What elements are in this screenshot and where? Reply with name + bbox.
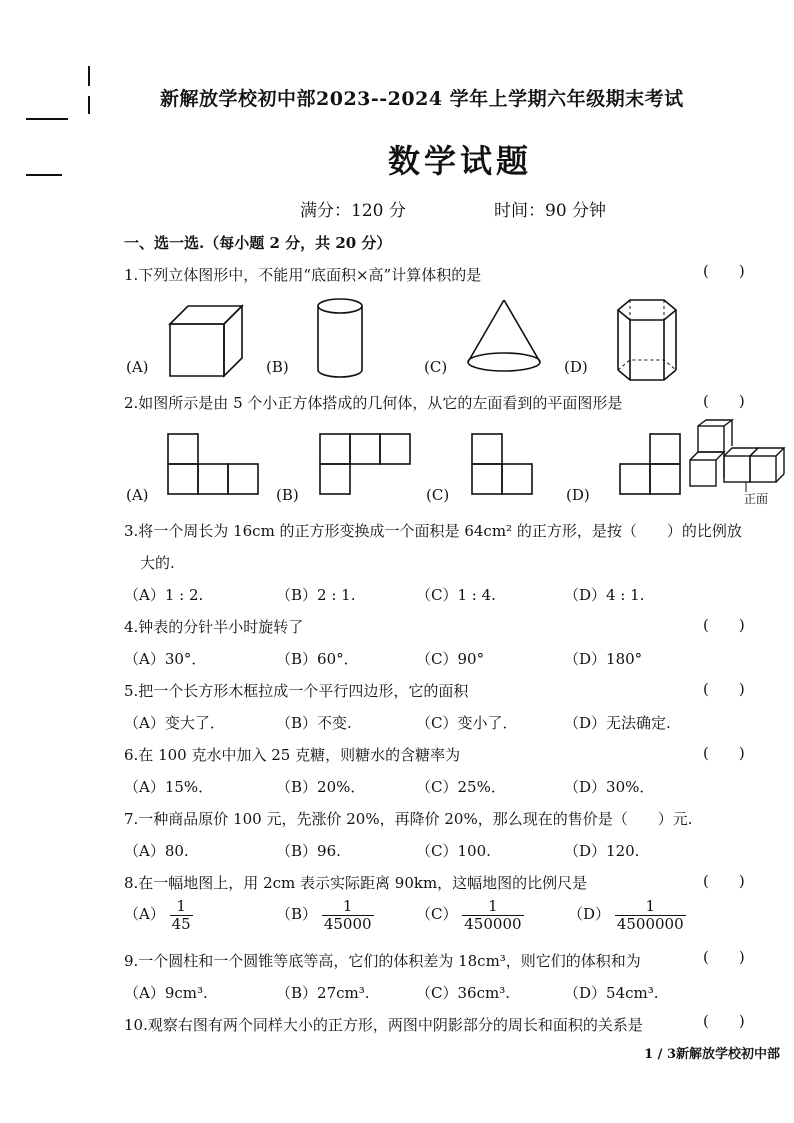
option-c: （C）90° (416, 650, 485, 668)
option-c: （C）变小了． (416, 714, 518, 732)
option-a: （A）变大了． (124, 714, 225, 732)
answer-blank[interactable]: ( ) (703, 872, 745, 890)
option-d: （D）4 : 1. (564, 586, 645, 604)
option-label: （D） (568, 905, 611, 923)
option-c (416, 898, 524, 932)
view-d-figure (618, 432, 688, 500)
option-a: （A）30°． (124, 650, 207, 668)
binding-line (26, 174, 62, 176)
answer-blank[interactable]: ( ) (703, 616, 745, 634)
hexagonal-prism-figure (608, 298, 688, 388)
question-7: 7.一种商品原价 100 元，先涨价 20%，再降价 20%，那么现在的售价是（ ）元. (124, 810, 693, 828)
option-b: （B）20%． (276, 778, 366, 796)
option-c: （C）25%． (416, 778, 506, 796)
option-a (124, 898, 193, 932)
answer-blank[interactable]: ( ) (703, 392, 745, 410)
scale-fraction (170, 898, 193, 932)
option-c: （C）36cm³. (416, 984, 510, 1002)
fraction-denominator: 45 (171, 914, 191, 933)
question-5: 5.把一个长方形木框拉成一个平行四边形，它的面积 (124, 682, 469, 700)
fraction-numerator: 1 (322, 898, 374, 916)
option-d: （D）120. (564, 842, 640, 860)
question-9: 9.一个圆柱和一个圆锥等底等高，它们的体积差为 18cm³，则它们的体积和为 (124, 952, 641, 970)
view-b-figure (318, 432, 418, 500)
option-c: （C）100. (416, 842, 491, 860)
fraction-denominator: 4500000 (616, 914, 684, 933)
score-label: 满分：120 分 (300, 201, 406, 221)
option-label: (D) (566, 486, 590, 504)
cylinder-figure (312, 296, 372, 386)
answer-blank[interactable]: ( ) (703, 744, 745, 762)
option-label: （C） (416, 905, 458, 923)
fraction-numerator: 1 (462, 898, 523, 916)
scale-fraction (615, 898, 686, 932)
binding-mark (88, 66, 90, 86)
cone-figure (462, 296, 552, 386)
option-b: （B）60°． (276, 650, 359, 668)
answer-blank[interactable]: ( ) (703, 1012, 745, 1030)
question-2: 2.如图所示是由 5 个小正方体搭成的几何体，从它的左面看到的平面图形是 (124, 394, 623, 412)
option-b: （B）2 : 1. (276, 586, 356, 604)
fraction-denominator: 45000 (323, 914, 372, 933)
option-b: （B）96. (276, 842, 341, 860)
option-d: （D）30%． (564, 778, 655, 796)
scale-fraction (462, 898, 523, 932)
binding-mark (88, 96, 90, 114)
answer-blank[interactable]: ( ) (703, 680, 745, 698)
option-label: (C) (426, 486, 450, 504)
option-label: （B） (276, 905, 318, 923)
option-d: （D）180° (564, 650, 643, 668)
fraction-denominator: 450000 (464, 914, 522, 933)
option-b (276, 898, 374, 932)
cube-figure (162, 300, 252, 384)
option-b: （B）不变. (276, 714, 352, 732)
option-d: （D）无法确定. (564, 714, 671, 732)
option-label: (C) (424, 358, 448, 376)
question-3-continued: 大的. (140, 554, 175, 572)
question-6: 6.在 100 克水中加入 25 克糖，则糖水的含糖率为 (124, 746, 461, 764)
option-d (568, 898, 686, 932)
fraction-numerator: 1 (170, 898, 193, 916)
exam-title: 新解放学校初中部2023--2024 学年上学期六年级期末考试 (160, 88, 684, 110)
front-label: 正面 (744, 492, 769, 506)
question-3: 3.将一个周长为 16cm 的正方形变换成一个面积是 64cm² 的正方形，是按（ ）的比例放 (124, 522, 742, 540)
page-footer: 1 / 3新解放学校初中部 (644, 1047, 780, 1062)
cube-stack-figure (686, 416, 790, 500)
binding-line (26, 118, 68, 120)
option-label: (D) (564, 358, 588, 376)
option-label: (B) (276, 486, 299, 504)
option-c: （C）1 : 4. (416, 586, 496, 604)
question-4: 4.钟表的分针半小时旋转了 (124, 618, 304, 636)
time-label: 时间：90 分钟 (494, 201, 607, 221)
answer-blank[interactable]: ( ) (703, 948, 745, 966)
option-b: （B）27cm³. (276, 984, 370, 1002)
view-a-figure (166, 432, 266, 500)
answer-blank[interactable]: ( ) (703, 262, 745, 280)
option-a: （A）80. (124, 842, 189, 860)
option-a: （A）9cm³. (124, 984, 208, 1002)
option-label: (A) (126, 358, 149, 376)
fraction-numerator: 1 (615, 898, 686, 916)
scale-fraction (322, 898, 374, 932)
option-d: （D）54cm³. (564, 984, 659, 1002)
option-a: （A）15%． (124, 778, 214, 796)
question-1: 1.下列立体图形中，不能用“底面积×高”计算体积的是 (124, 266, 482, 284)
option-label: (A) (126, 486, 149, 504)
option-label: （A） (124, 905, 165, 923)
option-a: （A）1 : 2. (124, 586, 204, 604)
question-10: 10.观察右图有两个同样大小的正方形，两图中阴影部分的周长和面积的关系是 (124, 1016, 643, 1034)
section-heading: 一、选一选.（每小题 2 分，共 20 分） (124, 234, 392, 252)
option-label: (B) (266, 358, 289, 376)
question-8: 8.在一幅地图上，用 2cm 表示实际距离 90km，这幅地图的比例尺是 (124, 874, 588, 892)
page-title: 数学试题 (388, 142, 533, 180)
view-c-figure (470, 432, 540, 500)
